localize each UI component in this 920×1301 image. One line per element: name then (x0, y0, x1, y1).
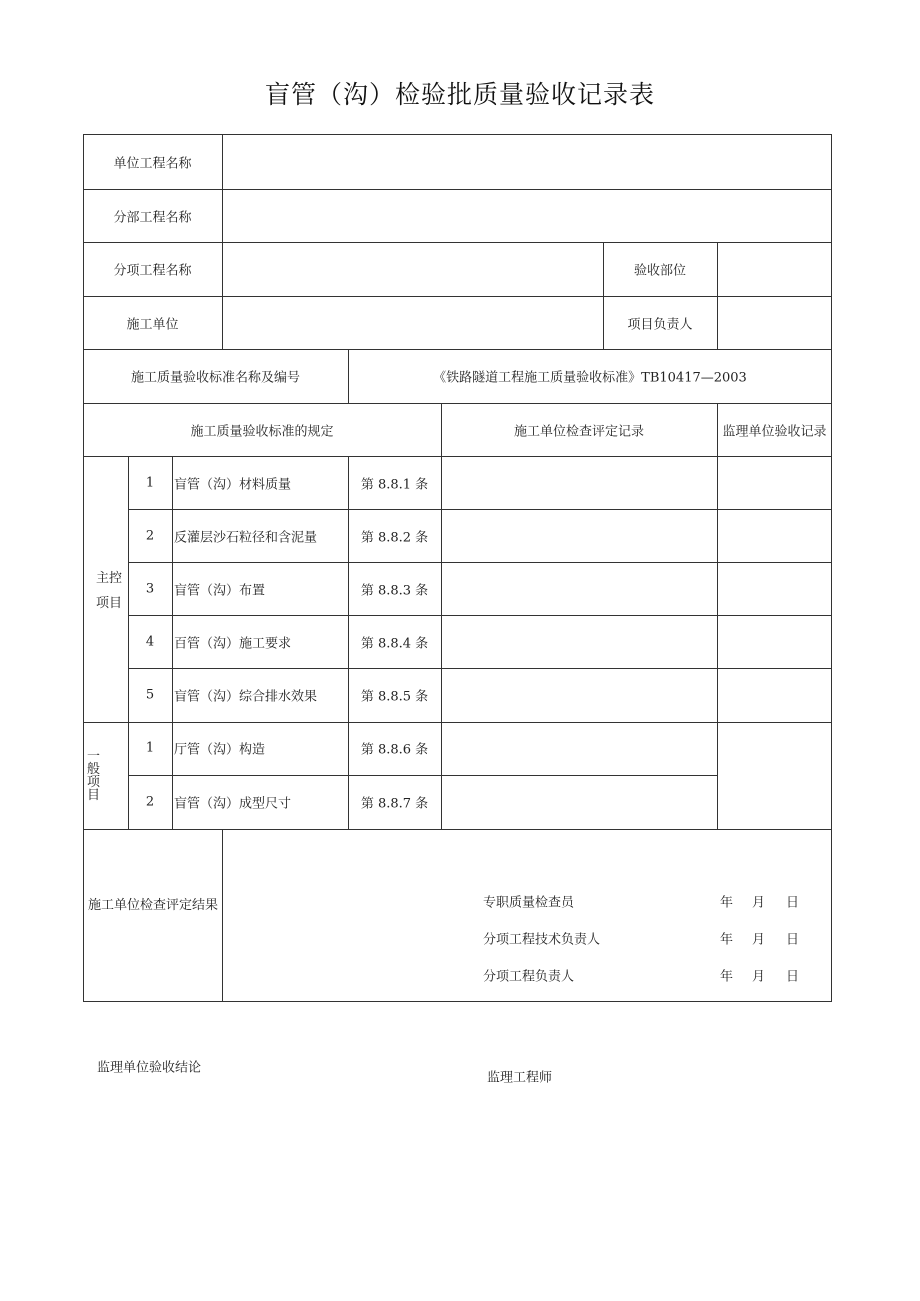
sign-month: 月 (752, 969, 766, 985)
table-rule (717, 403, 718, 829)
standard-label: 施工质量验收标准名称及编号 (130, 370, 300, 386)
main-item-name: 反灌层沙石粒径和含泥量 (174, 530, 318, 546)
general-item-name: 厅管（沟）构造 (174, 742, 266, 758)
general-item-name: 盲管（沟）成型尺寸 (174, 796, 292, 812)
sign-month: 月 (752, 895, 766, 911)
table-rule (83, 456, 832, 457)
main-item-clause: 第 8.8.4 条 (360, 636, 429, 652)
table-rule (128, 509, 832, 510)
main-item-no: 1 (145, 475, 155, 491)
general-item-clause: 第 8.8.7 条 (360, 796, 429, 812)
acceptance-part-label: 验收部位 (633, 263, 686, 279)
table-rule (83, 242, 832, 243)
sign-day: 日 (786, 969, 800, 985)
standard-value: 《铁路隧道工程施工质量验收标准》TB10417—2003 (433, 370, 747, 386)
division-project-label: 分部工程名称 (113, 210, 192, 226)
supervisor-record-column-header: 监理单位验收记录 (722, 424, 827, 440)
table-rule (128, 562, 832, 563)
table-rule (83, 189, 832, 190)
contractor-label: 施工单位 (126, 317, 179, 333)
supervisor-engineer-label: 监理工程师 (487, 1070, 553, 1086)
main-item-no: 5 (145, 687, 155, 703)
table-rule (717, 242, 718, 349)
general-item-no: 1 (145, 740, 155, 756)
table-rule (172, 456, 173, 829)
sign-year: 年 (720, 895, 734, 911)
general-item-clause: 第 8.8.6 条 (360, 742, 429, 758)
main-item-name: 盲管（沟）综合排水效果 (174, 689, 318, 705)
main-item-clause: 第 8.8.5 条 (360, 689, 429, 705)
supervisor-conclusion-label: 监理单位验收结论 (97, 1060, 202, 1076)
signer-role: 分项工程技术负责人 (483, 932, 601, 948)
general-items-label: 一般项目 (87, 749, 101, 803)
result-label: 施工单位检查评定结果 (88, 898, 219, 913)
table-rule (603, 242, 604, 349)
general-item-no: 2 (145, 794, 155, 810)
main-item-clause: 第 8.8.3 条 (360, 583, 429, 599)
table-rule (83, 296, 832, 297)
sign-month: 月 (752, 932, 766, 948)
spec-column-header: 施工质量验收标准的规定 (190, 424, 334, 440)
table-rule (83, 349, 832, 350)
unit-project-label: 单位工程名称 (113, 156, 192, 172)
contractor-record-column-header: 施工单位检查评定记录 (513, 424, 644, 440)
signer-role: 分项工程负责人 (483, 969, 575, 985)
table-rule (222, 829, 223, 1002)
main-item-name: 盲管（沟）布置 (174, 583, 266, 599)
table-rule (222, 134, 223, 349)
sign-year: 年 (720, 932, 734, 948)
main-item-clause: 第 8.8.1 条 (360, 477, 429, 493)
table-rule (83, 829, 832, 830)
main-item-no: 3 (145, 581, 155, 597)
sign-day: 日 (786, 895, 800, 911)
page-title: 盲管（沟）检验批质量验收记录表 (264, 80, 655, 109)
table-rule (128, 615, 832, 616)
table-rule (441, 403, 442, 829)
main-item-name: 百管（沟）施工要求 (174, 636, 292, 652)
subitem-project-label: 分项工程名称 (113, 263, 192, 279)
table-rule (83, 722, 832, 723)
main-item-no: 4 (145, 634, 155, 650)
sign-day: 日 (786, 932, 800, 948)
sign-year: 年 (720, 969, 734, 985)
main-item-no: 2 (145, 528, 155, 544)
project-leader-label: 项目负责人 (627, 317, 693, 333)
main-item-clause: 第 8.8.2 条 (360, 530, 429, 546)
table-rule (83, 403, 832, 404)
signer-role: 专职质量检查员 (483, 895, 575, 911)
main-item-name: 盲管（沟）材料质量 (174, 477, 292, 493)
main-items-label: 主控项目 (95, 571, 122, 611)
table-rule (128, 775, 717, 776)
table-rule (128, 668, 832, 669)
